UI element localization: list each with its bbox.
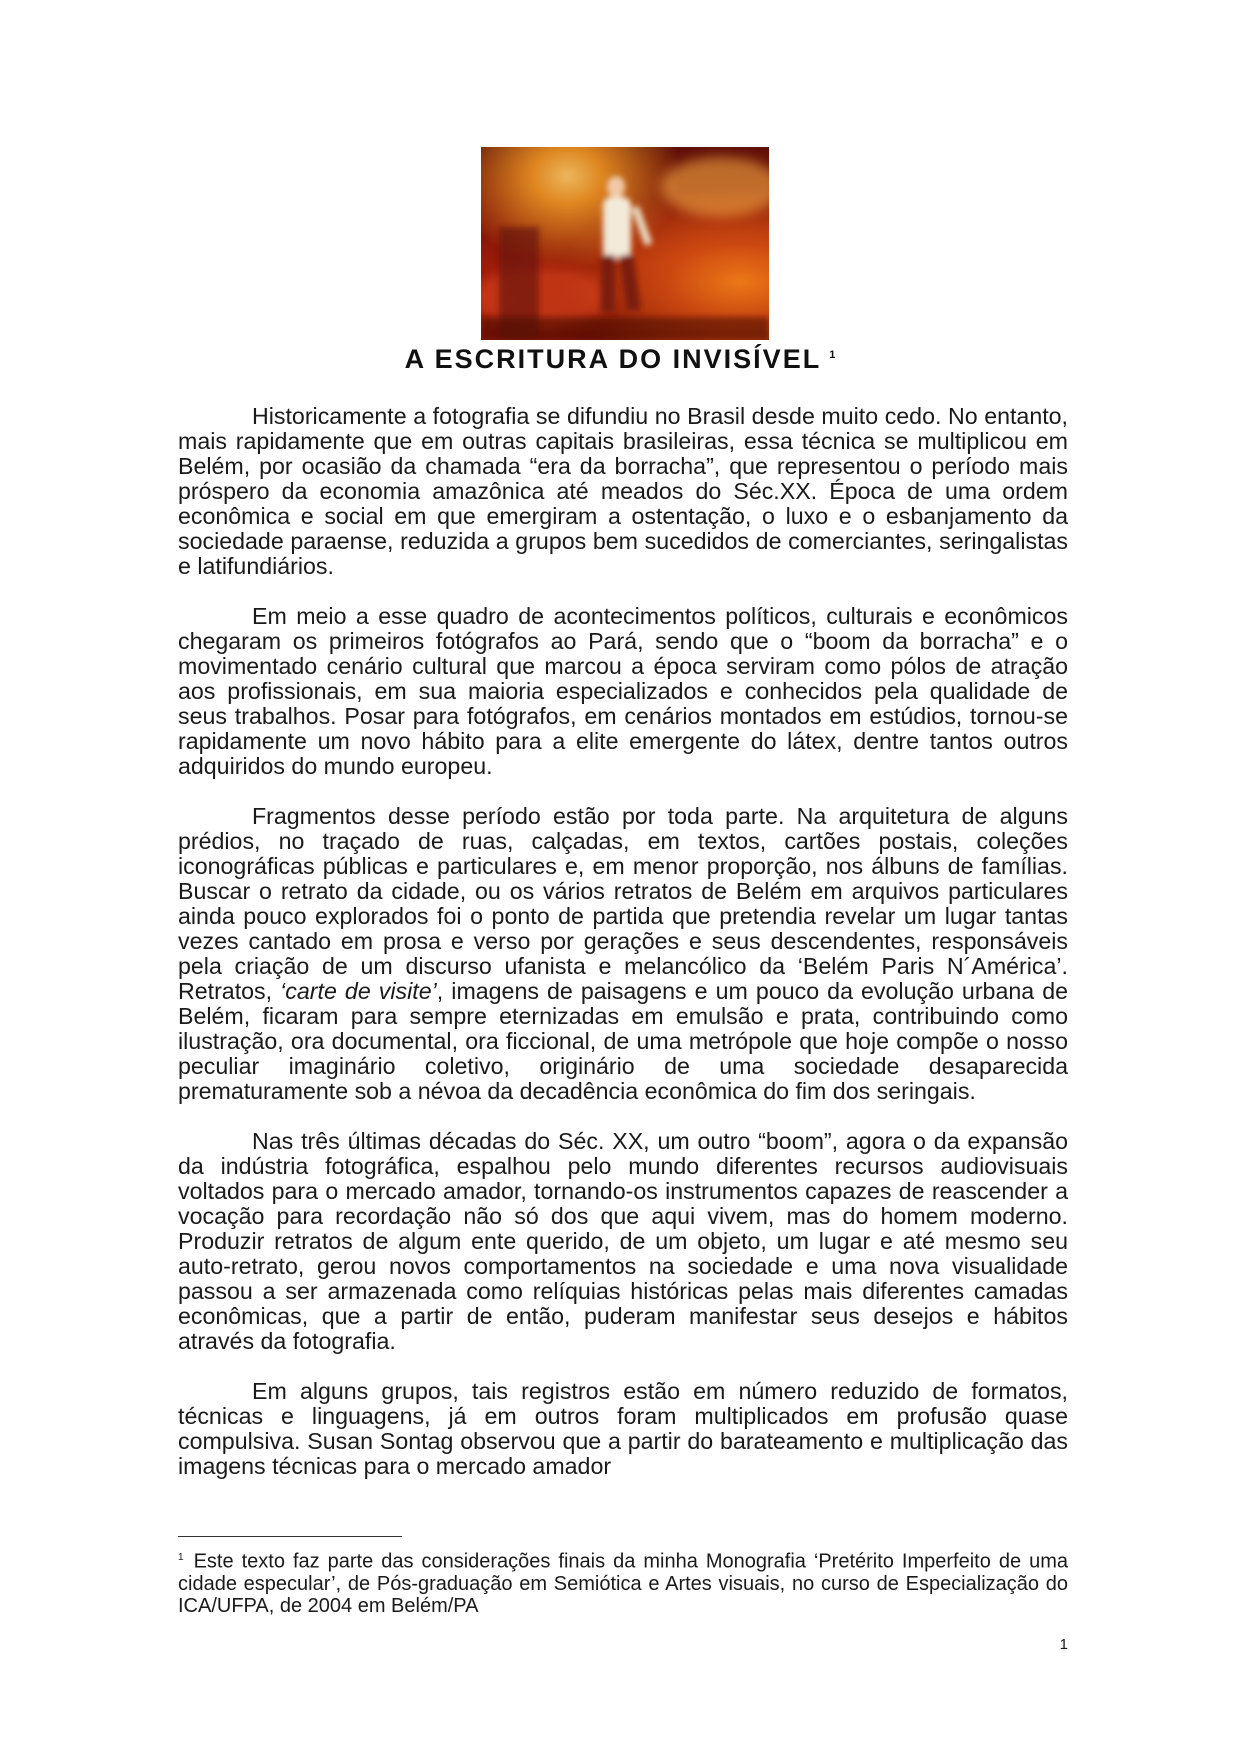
paragraph-text: Em meio a esse quadro de acontecimentos políticos, culturais e econômicos chegaram os primeiros fotógrafos ao Pará, sendo que o “boom da borracha” e o movimentado cenário cultural que marcou a época serviram como pólos de atração aos profissionais, em sua maioria especializados e conhecidos pela qualidade de seus trabalhos. Posar para fotógrafos, em cenários montados em estúdios, tornou-se rapidamente um novo hábito para a elite emergente do látex, dentre tantos outros adquiridos do mundo europeu. <box>178 603 1068 779</box>
title-text: A ESCRITURA DO INVISÍVEL <box>404 344 822 374</box>
paragraph-text: , imagens de paisagens e um pouco da evolução urbana de Belém, ficaram para sempre eternizadas em emulsão e prata, contribuindo como ilustração, ora documental, ora ficcional, de uma metrópole que hoje compõe o nosso peculiar imaginário coletivo, originário de uma sociedade desaparecida prematuramente sob a névoa da decadência econômica do fim dos seringais. <box>178 978 1068 1104</box>
footnote <box>178 1536 1068 1617</box>
walking-figure-illustration <box>481 147 769 340</box>
paragraph-text: Nas três últimas décadas do Séc. XX, um outro “boom”, agora o da expansão da indústria fotográfica, espalhou pelo mundo diferentes recursos audiovisuais voltados para o mercado amador, tornando-os instrumentos capazes de reascender a vocação para recordação não só dos que aqui vivem, mas do homem moderno. Produzir retratos de algum ente querido, de um objeto, um lugar e até mesmo seu auto-retrato, gerou novos comportamentos na sociedade e uma nova visualidade passou a ser armazenada como relíquias históricas pelas mais diferentes camadas econômicas, que a partir de então, puderam manifestar seus desejos e hábitos através da fotografia. <box>178 1128 1068 1354</box>
footnote-marker: 1 <box>178 1552 184 1563</box>
paragraph-italic-text: ‘carte de visite’ <box>280 978 437 1004</box>
header-photo <box>481 147 769 340</box>
body-text <box>178 404 1068 1504</box>
paragraph-text: Historicamente a fotografia se difundiu no Brasil desde muito cedo. No entanto, mais rapidamente que em outras capitais brasileiras, essa técnica se multiplicou em Belém, por ocasião da chamada “era da borracha”, que representou o período mais próspero da economia amazônica até meados do Séc.XX. Época de uma ordem econômica e social em que emergiram a ostentação, o luxo e o esbanjamento da sociedade paraense, reduzida a grupos bem sucedidos de comerciantes, seringalistas e latifundiários. <box>178 403 1068 579</box>
document-title <box>0 344 1240 375</box>
body-paragraph <box>178 1129 1068 1354</box>
title-footnote-marker: 1 <box>829 349 836 361</box>
body-paragraph <box>178 404 1068 579</box>
body-paragraph <box>178 804 1068 1104</box>
paragraph-text: Em alguns grupos, tais registros estão em número reduzido de formatos, técnicas e linguagens, já em outros foram multiplicados em profusão quase compulsiva. Susan Sontag observou que a partir do barateamento e multiplicação das imagens técnicas para o mercado amador <box>178 1378 1068 1479</box>
footnote-text: Este texto faz parte das considerações finais da minha Monografia ‘Pretérito Imperfeito de uma cidade especular’, de Pós-graduação em Semiótica e Artes visuais, no curso de Especialização do ICA/UFPA, de 2004 em Belém/PA <box>178 1550 1068 1617</box>
paragraph-text: Fragmentos desse período estão por toda parte. Na arquitetura de alguns prédios, no traçado de ruas, calçadas, em textos, cartões postais, coleções iconográficas públicas e particulares e, em menor proporção, nos álbuns de famílias. Buscar o retrato da cidade, ou os vários retratos de Belém em arquivos particulares ainda pouco explorados foi o ponto de partida que pretendia revelar um lugar tantas vezes cantado em prosa e verso por gerações e seus descendentes, responsáveis pela criação de um discurso ufanista e melancólico da ‘Belém Paris N´América’. Retratos, <box>178 803 1068 1004</box>
footnote-rule <box>178 1536 402 1537</box>
page-number: 1 <box>1059 1636 1068 1653</box>
body-paragraph <box>178 1379 1068 1479</box>
body-paragraph <box>178 604 1068 779</box>
